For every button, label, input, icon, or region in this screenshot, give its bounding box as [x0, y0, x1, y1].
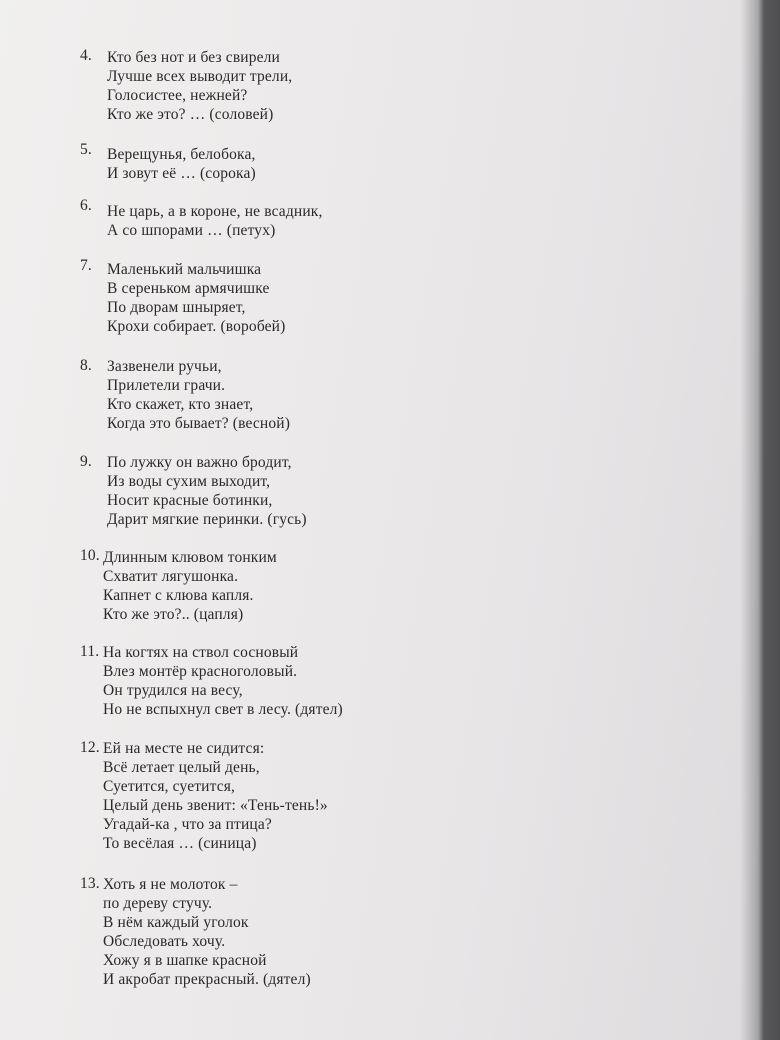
riddle-line: Дарит мягкие перинки. (гусь) — [107, 511, 307, 528]
riddle-line: Угадай-ка , что за птица? — [103, 816, 272, 833]
riddle-line: Обследовать хочу. — [103, 933, 226, 950]
riddle-line: Всё летает целый день, — [103, 759, 260, 776]
riddle-number: 7. — [80, 257, 92, 274]
riddle-line: Маленький мальчишка — [107, 261, 262, 278]
riddle-line: по дереву стучу. — [103, 895, 213, 912]
riddle-line: Лучше всех выводит трели, — [107, 68, 293, 85]
riddle-number: 6. — [80, 197, 92, 214]
riddle-line: Верещунья, белобока, — [107, 146, 256, 163]
riddle-line: Носит красные ботинки, — [107, 492, 273, 509]
riddle-line: Кто же это? … (соловей) — [107, 106, 274, 123]
riddle-line: Суетится, суетится, — [103, 778, 236, 795]
riddle-number: 9. — [80, 453, 92, 470]
riddle-line: То весёлая … (синица) — [103, 835, 257, 852]
riddle-number: 12. — [80, 739, 100, 756]
riddle-line: Хожу я в шапке красной — [103, 952, 267, 969]
riddle-line: Крохи собирает. (воробей) — [107, 318, 286, 335]
riddle-line: В нём каждый уголок — [103, 914, 249, 931]
riddle-number: 5. — [80, 141, 92, 158]
riddle-number: 11. — [80, 643, 100, 660]
riddle-line: Кто без нот и без свирели — [107, 49, 281, 66]
riddle-line: И зовут её … (сорока) — [107, 165, 256, 182]
page-edge-shadow — [740, 0, 780, 1040]
riddle-number: 8. — [80, 357, 92, 374]
riddle-line: Капнет с клюва капля. — [103, 587, 254, 604]
riddle-line: Влез монтёр красноголовый. — [103, 663, 298, 680]
riddle-line: Он трудился на весу, — [103, 682, 243, 699]
riddle-number: 13. — [80, 875, 100, 892]
riddle-line: Ей на месте не сидится: — [103, 740, 265, 757]
riddle-line: Когда это бывает? (весной) — [107, 415, 291, 432]
riddle-line: Кто же это?.. (цапля) — [103, 606, 244, 623]
riddle-line: По лужку он важно бродит, — [107, 454, 292, 471]
riddle-number: 4. — [80, 47, 92, 64]
riddle-line: Схватит лягушонка. — [103, 568, 239, 585]
riddle-line: Целый день звенит: «Тень-тень!» — [103, 797, 328, 814]
riddle-line: Зазвенели ручьи, — [107, 358, 222, 375]
riddle-line: Кто скажет, кто знает, — [107, 396, 254, 413]
riddle-number: 10. — [80, 547, 100, 564]
riddle-line: Хоть я не молоток – — [103, 876, 238, 893]
riddle-line: На когтях на ствол сосновый — [103, 644, 299, 661]
riddle-line: Прилетели грачи. — [107, 377, 226, 394]
riddle-line: Не царь, а в короне, не всадник, — [107, 203, 323, 220]
riddle-line: Из воды сухим выходит, — [107, 473, 271, 490]
riddle-line: По дворам шныряет, — [107, 299, 246, 316]
riddle-line: Голосистее, нежней? — [107, 87, 248, 104]
riddle-line: Но не вспыхнул свет в лесу. (дятел) — [103, 701, 343, 718]
riddle-line: Длинным клювом тонким — [103, 549, 277, 566]
riddle-line: В сереньком армячишке — [107, 280, 270, 297]
riddle-line: И акробат прекрасный. (дятел) — [103, 971, 311, 988]
riddle-line: А со шпорами … (петух) — [107, 222, 276, 239]
